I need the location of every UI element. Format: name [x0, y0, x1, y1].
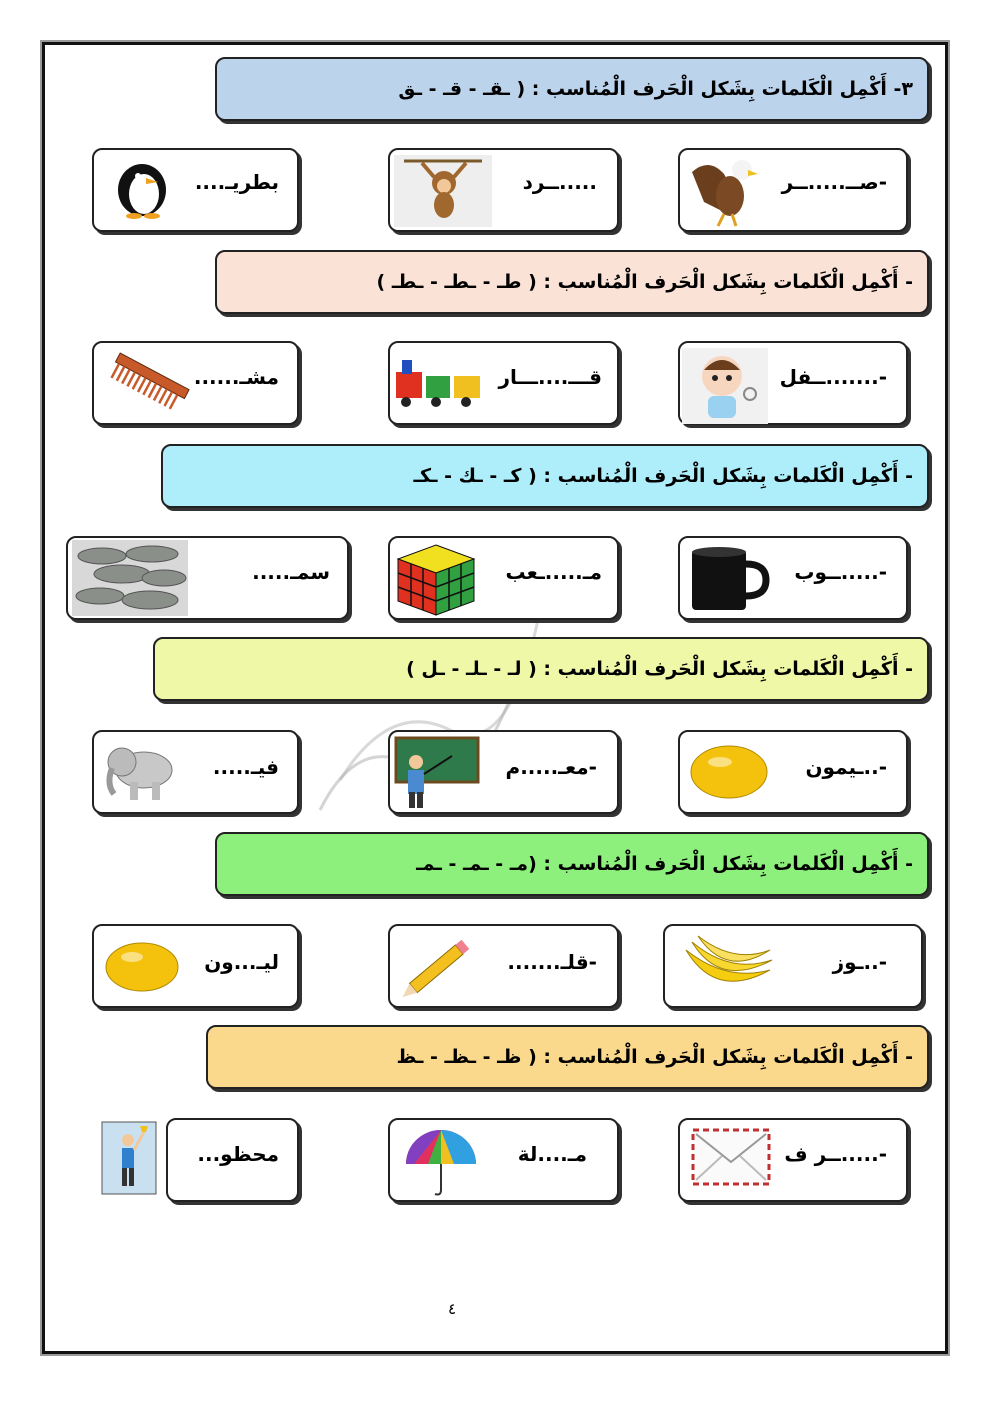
section-3-title: - أَكْمِل الْكَلمات بِشَكل الْحَرف الْمُناسب : ( كـ - ـك - ـكـ: [413, 465, 913, 487]
item-word: -صــ.....ــر: [781, 170, 887, 194]
penguin-icon: [104, 154, 178, 220]
item-word: -.....ــر ف: [784, 1142, 887, 1166]
item-word: .....ــرد: [522, 170, 597, 194]
item-word: مشـ......: [193, 365, 279, 389]
item-word: ليـ...ون: [204, 950, 279, 974]
section-1-title: ٣- أَكْمِل الْكَلمات بِشَكل الْحَرف الْمُناسب : ( ـقـ - قـ - ـق: [398, 78, 913, 100]
item-word: بطريـ....: [194, 170, 279, 194]
item-word: سمـ.....: [252, 560, 330, 584]
item-word: -..ـوز: [832, 950, 887, 974]
monkey-icon: [394, 155, 492, 227]
section-6-title: - أَكْمِل الْكَلمات بِشَكل الْحَرف الْمُناسب : ( ظـ - ـظـ - ـظ: [396, 1046, 913, 1068]
page-number: ٤: [448, 1300, 457, 1318]
train-icon: [392, 350, 484, 414]
eagle-icon: [684, 152, 768, 228]
pencil-icon: [398, 932, 482, 1002]
section-2-header: [215, 250, 929, 314]
item-word: -معـ.....م: [505, 755, 597, 779]
lemon-icon: [102, 938, 182, 996]
item-word: قـــ....ـــار: [498, 365, 602, 389]
section-3-header: [161, 444, 929, 508]
item-word: محظو...: [197, 1142, 279, 1166]
section-1-header: [215, 57, 929, 121]
teacher-icon: [392, 734, 482, 810]
section-6-header: [206, 1025, 929, 1089]
section-4-header: [153, 637, 929, 701]
elephant-icon: [104, 738, 180, 804]
baby-icon: [682, 348, 768, 424]
section-4-title: - أَكْمِل الْكَلمات بِشَكل الْحَرف الْمُناسب : ( لـ - ـلـ - ـل ): [406, 658, 913, 680]
section-5-title: - أَكْمِل الْكَلمات بِشَكل الْحَرف الْمُناسب : (مـ - ـمـ - ـمـ: [416, 853, 913, 875]
mug-icon: [686, 542, 772, 614]
item-word: -..ـيمون: [805, 755, 887, 779]
item-word: مـ.....ـعب: [505, 560, 602, 584]
item-word: فيـ.....: [212, 755, 279, 779]
item-word: -قلـ.......: [507, 950, 597, 974]
umbrella-icon: [402, 1126, 480, 1198]
section-5-header: [215, 832, 929, 896]
envelope-icon: [690, 1124, 772, 1190]
fish-icon: [72, 540, 188, 616]
banana-icon: [676, 930, 776, 996]
item-word: مـ....لة: [517, 1142, 587, 1166]
lemon-icon: [688, 742, 770, 802]
item-word: -.....ــوب: [794, 560, 887, 584]
item-word: -.......ــفل: [779, 365, 887, 389]
comb-icon: [104, 352, 194, 412]
cube-icon: [394, 541, 478, 617]
winner-icon: [100, 1120, 158, 1196]
section-2-title: - أَكْمِل الْكَلمات بِشَكل الْحَرف الْمُناسب : ( طـ - ـطـ - ـطـ ): [376, 271, 913, 293]
